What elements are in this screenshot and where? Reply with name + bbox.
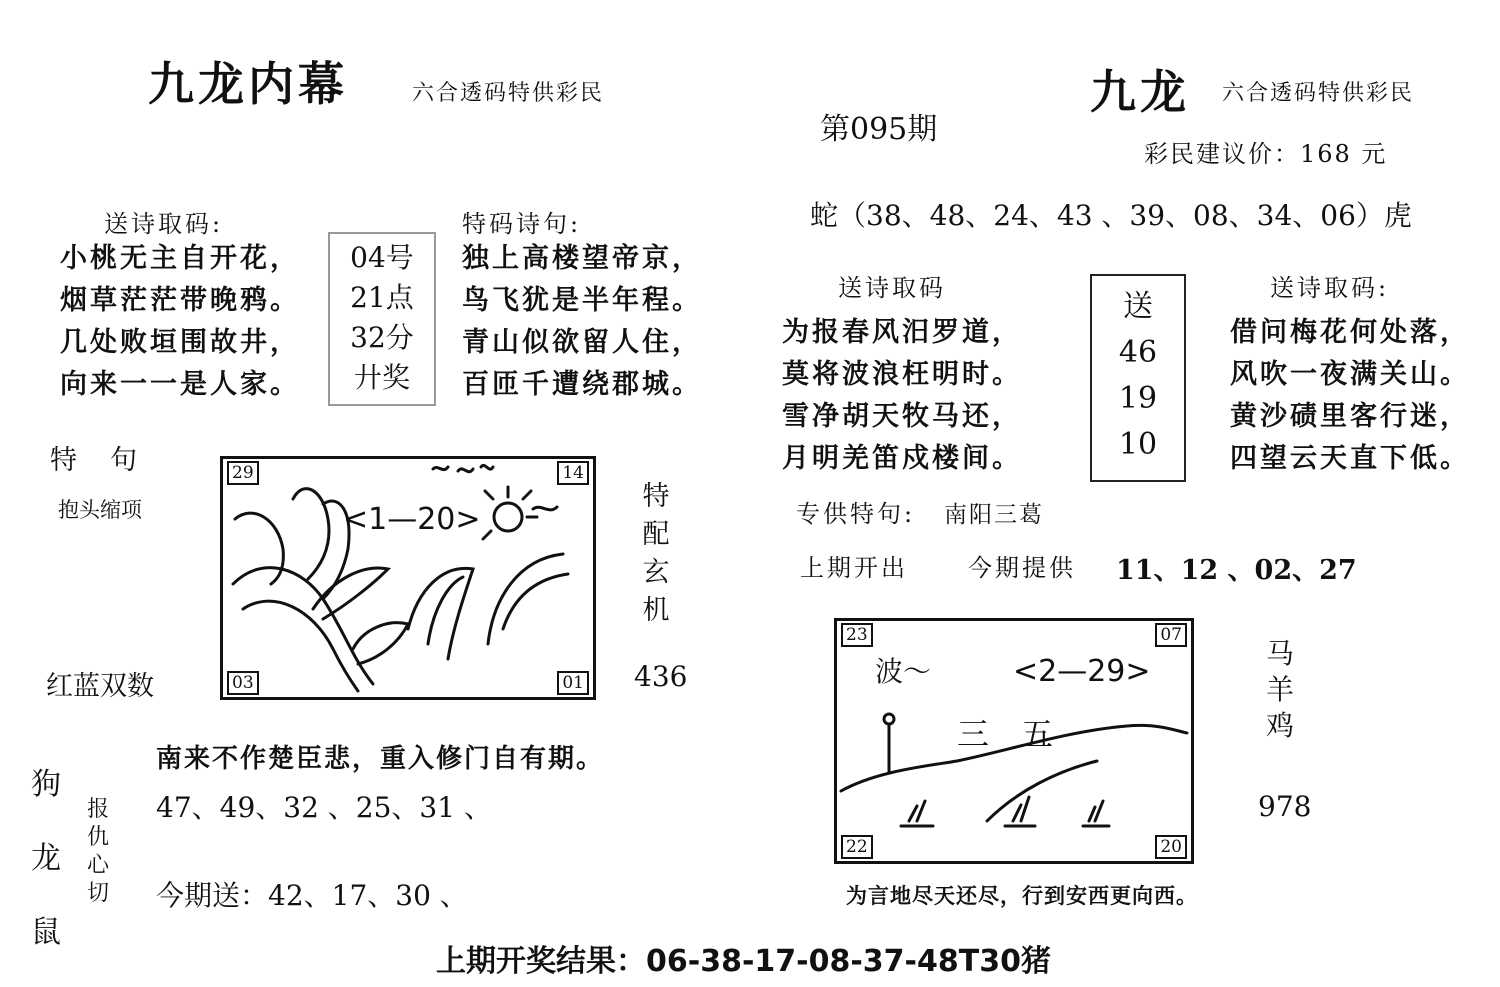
vertical-char: 特 — [642, 481, 670, 512]
corner-tl: 29 — [227, 461, 259, 485]
te-ju-value: 抱头缩项 — [58, 498, 142, 522]
last-issue-label: 上期开出 — [800, 554, 908, 582]
revenge-char: 切 — [86, 881, 109, 906]
poem-line: 月明羌笛戍楼间。 — [782, 443, 1022, 474]
poem-line: 黄沙碛里客行迷， — [1230, 401, 1470, 432]
issue-number: 第095期 — [820, 112, 938, 147]
corner-br: 20 — [1155, 835, 1187, 859]
zodiac-char: 鼠 — [31, 915, 61, 950]
corner-tr: 14 — [557, 461, 589, 485]
left-poem — [60, 238, 300, 406]
right-poem-1 — [782, 312, 1022, 480]
corner-bl: 22 — [841, 835, 873, 859]
hint-line: 04号 — [350, 241, 414, 274]
left-code: 436 — [634, 660, 688, 693]
revenge-vertical — [78, 796, 118, 908]
poem-line: 鸟飞犹是半年程。 — [462, 285, 702, 316]
left-sketch-frame — [220, 456, 596, 700]
revenge-char: 心 — [86, 853, 109, 878]
zodiac-char: 羊 — [1265, 673, 1294, 706]
revenge-char: 报 — [86, 797, 109, 822]
vertical-char: 配 — [642, 519, 670, 550]
zodiac-vertical — [26, 748, 66, 970]
right-poem-heading-2: 送诗取码: — [1270, 274, 1390, 302]
hint-line: 32分 — [350, 321, 414, 354]
poem-line: 百匝千遭绕郡城。 — [462, 369, 702, 400]
hint-line: 21点 — [350, 281, 414, 314]
right-sketch-frame — [834, 618, 1194, 864]
poem-line: 风吹一夜满关山。 — [1230, 359, 1470, 390]
sketch-chars: 三 五 — [957, 715, 1054, 753]
special-label: 专供特句: — [796, 500, 916, 528]
price: 彩民建议价：168 元 — [1144, 140, 1388, 168]
zodiac-char: 狗 — [31, 767, 61, 802]
poem-line: 四望云天直下低。 — [1230, 443, 1470, 474]
poem-line: 烟草茫茫带晚鸦。 — [60, 285, 300, 316]
sketch-range-text: <2—29> — [1013, 654, 1151, 689]
this-issue-label: 今期提供 — [968, 554, 1076, 582]
special-heading: 特码诗句: — [462, 210, 582, 238]
snake-line: 蛇（38、48、24、43 、39、08、34、06）虎 — [810, 199, 1412, 232]
revenge-char: 仇 — [86, 825, 109, 850]
left-title: 九龙内幕 — [148, 57, 348, 111]
corner-tr: 07 — [1155, 623, 1187, 647]
send-line: 46 — [1118, 335, 1158, 370]
poem-line: 小桃无主自开花， — [60, 243, 300, 274]
send-line: 送 — [1123, 289, 1153, 324]
hint-line: 廾奖 — [353, 361, 410, 394]
zodiac-char: 马 — [1265, 637, 1294, 670]
hint-box — [328, 232, 436, 406]
vertical-char: 机 — [642, 595, 670, 626]
corner-bl: 03 — [227, 671, 259, 695]
poem-line: 雪净胡天牧马还， — [782, 401, 1022, 432]
send-box — [1090, 274, 1186, 482]
color-label: 红蓝双数 — [46, 671, 154, 702]
te-ju-label: 特 句 — [50, 445, 140, 476]
poem-line: 几处败垣围故井， — [60, 327, 300, 358]
numbers-line: 47、49、32 、25、31 、 — [156, 791, 492, 824]
right-title: 九龙 — [1090, 65, 1190, 119]
right-subtitle: 六合透码特供彩民 — [1222, 81, 1415, 106]
last-result: 上期开奖结果：06-38-17-08-37-48T30猪 — [436, 944, 1051, 979]
zodiac-char: 鸡 — [1265, 709, 1294, 742]
this-issue-numbers: 11、12 、02、27 — [1116, 555, 1357, 586]
poem-line: 为报春风汨罗道， — [782, 317, 1022, 348]
right-vertical-zodiac — [1260, 636, 1300, 744]
send-line: 10 — [1118, 427, 1158, 462]
right-caption: 为言地尽天还尽，行到安西更向西。 — [846, 883, 1198, 908]
poem-line: 青山似欲留人住， — [462, 327, 702, 358]
zodiac-char: 龙 — [31, 841, 61, 876]
corner-tl: 23 — [841, 623, 873, 647]
poem-line: 莫将波浪枉明时。 — [782, 359, 1022, 390]
hill-sketch — [837, 621, 1191, 861]
left-subtitle: 六合透码特供彩民 — [412, 81, 605, 106]
poem-line: 独上高楼望帝京， — [462, 243, 702, 274]
left-poem-heading: 送诗取码: — [104, 210, 224, 238]
send-line: 19 — [1118, 381, 1158, 416]
right-code: 978 — [1258, 790, 1312, 823]
sketch-range-text: <1—20> — [343, 502, 481, 537]
vertical-char: 玄 — [642, 557, 670, 588]
poem-line: 向来一一是人家。 — [60, 369, 300, 400]
right-poem-2 — [1230, 312, 1470, 480]
corner-br: 01 — [557, 671, 589, 695]
right-poem-heading-1: 送诗取码 — [838, 274, 946, 302]
special-poem — [462, 238, 702, 406]
plant-sketch — [223, 459, 593, 697]
special-value: 南阳三葛 — [944, 502, 1044, 528]
sketch-water-text: 波～ — [875, 655, 932, 688]
poem-line: 借问梅花何处落， — [1230, 317, 1470, 348]
proverb: 南来不作楚臣悲，重入修门自有期。 — [156, 744, 605, 774]
left-vertical-note — [636, 478, 676, 630]
send-line: 今期送：42、17、30 、 — [156, 879, 468, 912]
